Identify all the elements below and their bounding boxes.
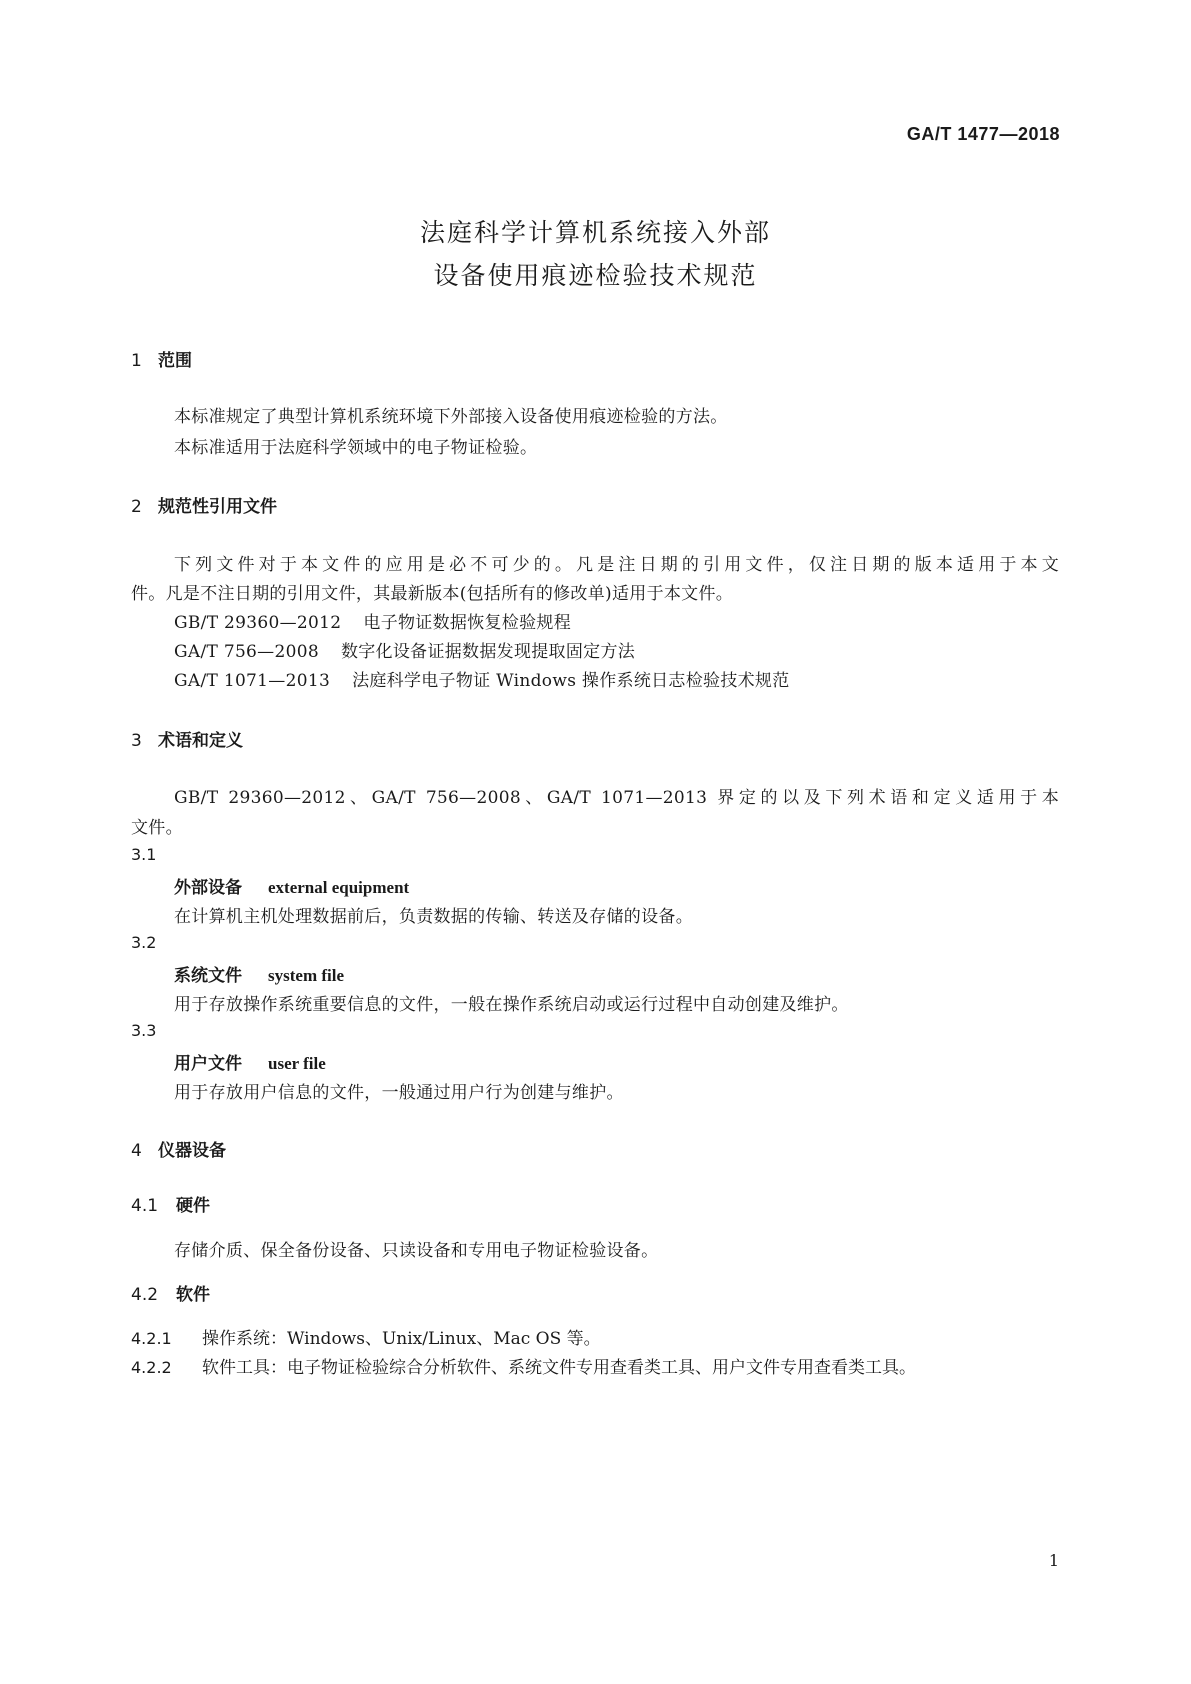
section-title: 术语和定义 (158, 731, 243, 751)
paragraph: 下列文件对于本文件的应用是必不可少的。凡是注日期的引用文件，仅注日期的版本适用于本文 (174, 555, 1059, 575)
subsection-4-1-heading (131, 1191, 210, 1216)
reference-item (174, 637, 635, 662)
reference-title: 数字化设备证据数据发现提取固定方法 (340, 642, 636, 662)
term-heading (174, 1049, 326, 1074)
section-title: 规范性引用文件 (158, 497, 277, 517)
reference-title: 法庭科学电子物证 Windows 操作系统日志检验技术规范 (352, 671, 790, 691)
clause-item (131, 1324, 601, 1349)
reference-code: GA/T 756—2008 (174, 642, 319, 662)
document-title-line-1: 法庭科学计算机系统接入外部 (419, 218, 771, 247)
section-number: 2 (131, 497, 142, 517)
clause-number: 4.2.1 (131, 1329, 172, 1348)
reference-code: GA/T 1071—2013 (174, 671, 331, 691)
section-2-heading (131, 492, 277, 517)
section-number: 4.2 (131, 1285, 159, 1305)
clause-number: 4.2.2 (131, 1358, 172, 1377)
paragraph: 存储介质、保全备份设备、只读设备和专用电子物证检验设备。 (174, 1241, 659, 1261)
section-title: 范围 (158, 351, 192, 371)
section-number: 4 (131, 1141, 142, 1161)
paragraph: 件。凡是不注日期的引用文件，其最新版本(包括所有的修改单)适用于本文件。 (131, 584, 734, 604)
subsection-4-2-heading (131, 1280, 210, 1305)
section-title: 仪器设备 (158, 1141, 226, 1161)
term-number: 3.3 (131, 1021, 157, 1040)
clause-text: 操作系统：Windows、Unix/Linux、Mac OS 等。 (202, 1329, 601, 1349)
page-number: 1 (1048, 1551, 1059, 1570)
section-4-heading (131, 1136, 226, 1161)
term-zh: 外部设备 (174, 878, 242, 898)
section-title: 硬件 (176, 1196, 210, 1216)
section-number: 3 (131, 731, 142, 751)
term-definition: 用于存放用户信息的文件，一般通过用户行为创建与维护。 (174, 1083, 624, 1103)
reference-item (174, 608, 571, 633)
term-en: user file (268, 1054, 326, 1073)
reference-title: 电子物证数据恢复检验规程 (363, 613, 571, 633)
term-definition: 用于存放操作系统重要信息的文件，一般在操作系统启动或运行过程中自动创建及维护。 (174, 995, 849, 1015)
section-3-heading (131, 726, 243, 751)
term-definition: 在计算机主机处理数据前后，负责数据的传输、转送及存储的设备。 (174, 907, 693, 927)
document-title-line-2: 设备使用痕迹检验技术规范 (433, 261, 758, 290)
section-number: 1 (131, 351, 142, 371)
section-number: 4.1 (131, 1196, 159, 1216)
paragraph: 本标准适用于法庭科学领域中的电子物证检验。 (174, 438, 538, 458)
paragraph: GB/T 29360—2012、GA/T 756—2008、GA/T 1071—2013 界定的以及下列术语和定义适用于本 (174, 788, 1059, 808)
term-en: external equipment (268, 878, 410, 897)
paragraph: 本标准规定了典型计算机系统环境下外部接入设备使用痕迹检验的方法。 (174, 407, 728, 427)
term-zh: 用户文件 (174, 1054, 242, 1074)
term-heading (174, 873, 409, 898)
term-number: 3.2 (131, 933, 157, 952)
term-en: system file (268, 966, 345, 985)
clause-item (131, 1353, 916, 1378)
term-heading (174, 961, 344, 986)
clause-text: 软件工具：电子物证检验综合分析软件、系统文件专用查看类工具、用户文件专用查看类工具。 (202, 1358, 916, 1378)
reference-code: GB/T 29360—2012 (174, 613, 342, 633)
term-zh: 系统文件 (174, 966, 242, 986)
paragraph: 文件。 (131, 818, 183, 838)
term-number: 3.1 (131, 845, 157, 864)
reference-item (174, 666, 790, 691)
standard-code: GA/T 1477—2018 (906, 124, 1060, 144)
section-title: 软件 (176, 1285, 210, 1305)
section-1-heading (131, 346, 192, 371)
